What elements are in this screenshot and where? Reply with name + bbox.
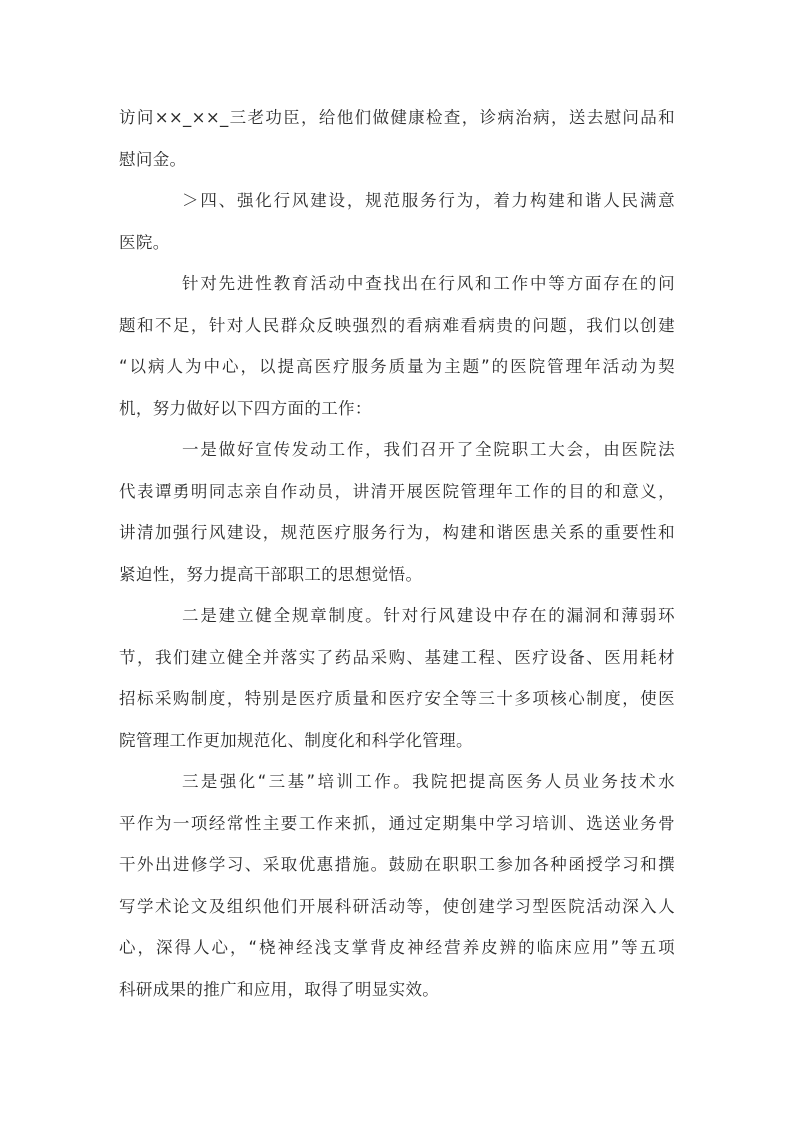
text-line: 科研成果的推广和应用，取得了明显实效。 bbox=[119, 979, 440, 999]
text-line: 二是建立健全规章制度。针对行风建设中存在的漏洞和薄弱环 bbox=[182, 606, 675, 625]
text-line: 三是强化“三基”培训工作。我院把提高医务人员业务技术水 bbox=[182, 772, 675, 791]
text-line: 节，我们建立健全并落实了药品采购、基建工程、医疗设备、医用耗材 bbox=[119, 647, 675, 667]
paragraph bbox=[119, 761, 675, 1010]
paragraph bbox=[119, 97, 675, 180]
text-line: 医院。 bbox=[119, 232, 170, 252]
text-line: “以病人为中心，以提高医疗服务质量为主题”的医院管理年活动为契 bbox=[119, 357, 675, 376]
text-line: 访问××_××_三老功臣，给他们做健康检查，诊病治病，送去慰问品和 bbox=[119, 108, 675, 127]
text-line: 心，深得人心，“桡神经浅支掌背皮神经营养皮辨的临床应用”等五项 bbox=[119, 938, 675, 957]
text-line: 针对先进性教育活动中查找出在行风和工作中等方面存在的问 bbox=[182, 274, 675, 293]
text-line: 写学术论文及组织他们开展科研活动等，使创建学习型医院活动深入人 bbox=[119, 896, 675, 916]
text-line: 一是做好宣传发动工作，我们召开了全院职工大会，由医院法 bbox=[182, 440, 675, 459]
text-line: 题和不足，针对人民群众反映强烈的看病难看病贵的问题，我们以创建 bbox=[119, 315, 675, 335]
text-line: 机，努力做好以下四方面的工作： bbox=[119, 398, 372, 418]
text-line: 干外出进修学习、采取优惠措施。鼓励在职职工参加各种函授学习和撰 bbox=[119, 855, 675, 874]
paragraph bbox=[119, 595, 675, 761]
paragraph bbox=[119, 180, 675, 263]
text-line: 院管理工作更加规范化、制度化和科学化管理。 bbox=[119, 730, 473, 750]
document-body bbox=[119, 97, 675, 1010]
text-line: 招标采购制度，特别是医疗质量和医疗安全等三十多项核心制度，使医 bbox=[119, 689, 675, 708]
text-line: 紧迫性，努力提高干部职工的思想觉悟。 bbox=[119, 564, 423, 584]
text-line: 平作为一项经常性主要工作来抓，通过定期集中学习培训、选送业务骨 bbox=[119, 813, 675, 833]
text-line: ＞四、强化行风建设，规范服务行为，着力构建和谐人民满意 bbox=[182, 191, 675, 210]
text-line: 讲清加强行风建设，规范医疗服务行为，构建和谐医患关系的重要性和 bbox=[119, 523, 675, 542]
text-line: 慰问金。 bbox=[119, 149, 187, 169]
paragraph bbox=[119, 429, 675, 595]
paragraph bbox=[119, 263, 675, 429]
text-line: 代表谭勇明同志亲自作动员，讲清开展医院管理年工作的目的和意义， bbox=[119, 481, 675, 501]
